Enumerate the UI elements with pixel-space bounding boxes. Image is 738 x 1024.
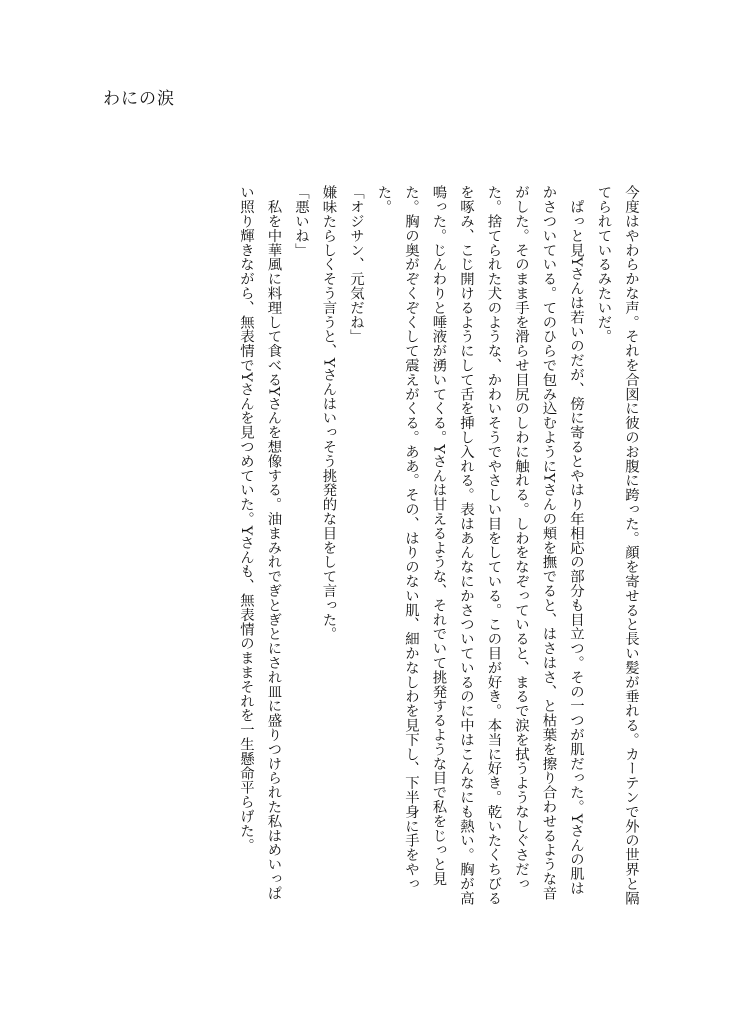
document-body xyxy=(196,185,644,905)
paragraph: 「オジサン、元気だね」 xyxy=(348,185,364,344)
paragraph: 私を中華風に料理して食べるYさんを想像する。油まみれでぎとぎとにされ皿に盛りつけられた私はめいっぱい照り輝きながら、無表情でYさんを見つめていた。Yさんも、無表情のままそれを一生懸命平らげた。 xyxy=(238,185,282,901)
paragraph: 「悪いね」 xyxy=(293,185,309,257)
paragraph: 嫌味たらしくそう言うと、Yさんはいっそう挑発的な目をして言った。 xyxy=(320,185,337,641)
paragraph: ぱっと見Yさんは若いのだが、傍に寄るとやはり年相応の部分も目立つ。その一つが肌だった。Yさんの肌はかさついている。てのひらで包み込むようにYさんの頬を撫でると、はさはさ、と枯葉を擦り合わせるような音がした。そのまま手を滑らせ目尻のしわに触れる。しわをなぞっていると、まるで涙を拭うようなしぐさだった。捨てられた犬のような、かわいそうでやさしい目をしている。この目が好き。本当に好き。乾いたくちびるを啄み、こじ開けるようにして舌を挿し入れる。表はあんなにかさついているのに中はこんなにも熱い。胸が高鳴った。じんわりと唾液が湧いてくる。Yさんは甘えるような、それでいて挑発するような目で私をじっと見た。胸の奥がぞくぞくして震えがくる。ああ。その、はりのない肌、細かなしわを見下し、下半身に手をやった。 xyxy=(375,185,584,905)
paragraph: 今度はやわらかな声。それを合図に彼のお腹に跨った。顔を寄せると長い髪が垂れる。カーテンで外の世界と隔てられているみたいだ。 xyxy=(595,185,639,905)
page-title: わにの涙 xyxy=(103,89,175,109)
